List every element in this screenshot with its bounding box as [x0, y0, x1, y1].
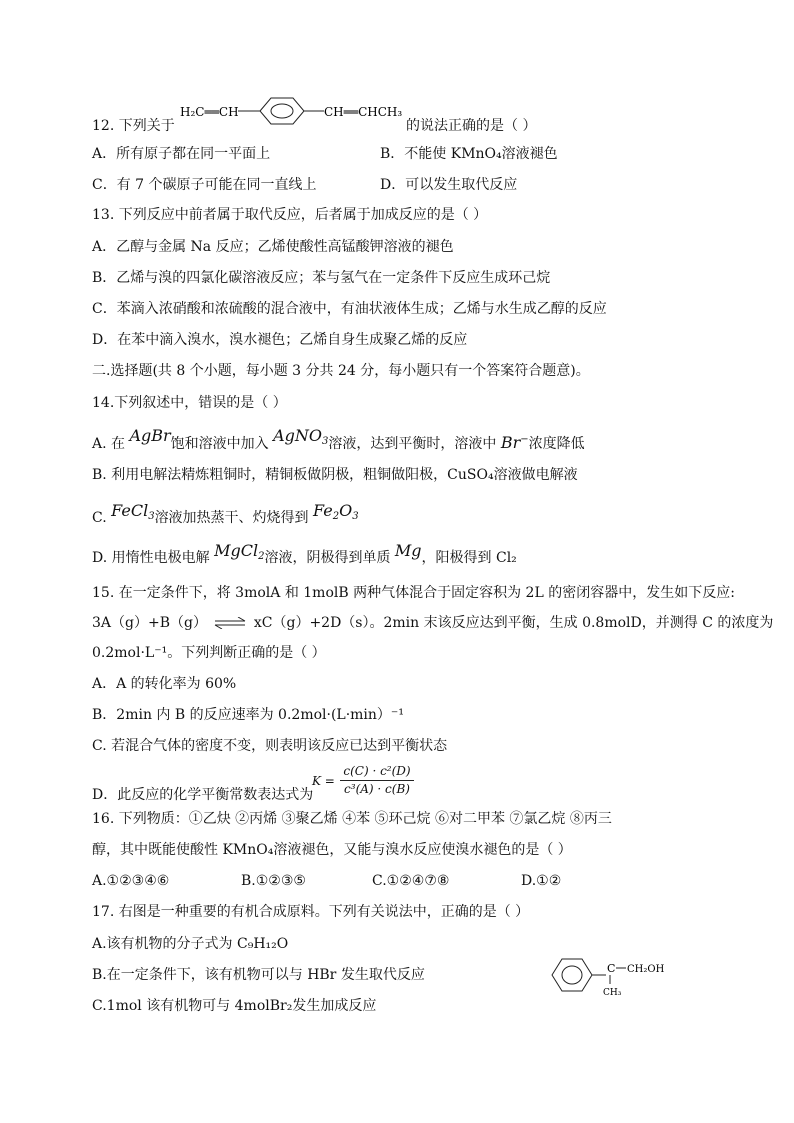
q15-option-a: A．A 的转化率为 60%	[92, 676, 237, 692]
formula-fecl3	[111, 501, 154, 520]
q14-a-text: 溶液，达到平衡时，溶液中	[328, 436, 497, 452]
q15-products-and-text: xC（g）+2D（s）。2min 末该反应达到平衡，生成 0.8molD，并测得 C 的浓度为	[253, 615, 774, 631]
formula-br-ion	[501, 433, 529, 452]
q16-stem-line1: 16. 下列物质：①乙炔 ②丙烯 ③聚乙烯 ④苯 ⑤环己烷 ⑥对二甲苯 ⑦氯乙烷 ⑧丙三	[92, 811, 612, 827]
q13-option-d: D．在苯中滴入溴水，溴水褪色；乙烯自身生成聚乙烯的反应	[92, 332, 468, 348]
formula-agbr: AgBr	[129, 426, 171, 445]
q14-d-text: 溶液，阴极得到单质	[264, 550, 391, 566]
q15-reactants: 3A（g）+B（g）	[92, 615, 207, 631]
q14-a-text: A. 在	[92, 436, 126, 452]
formula-mgcl2-sub: 2	[258, 551, 265, 562]
q16-option-b: B.①②③⑤	[241, 873, 306, 889]
q14-stem: 14.下列叙述中，错误的是（ ）	[92, 395, 287, 411]
formula-fe2o3-fe: Fe	[313, 501, 333, 520]
q17-ch3-label: CH₃	[603, 988, 622, 998]
q12-option-d: D．可以发生取代反应	[380, 177, 518, 193]
formula-fe2o3-sub1: 2	[332, 511, 340, 522]
q14-d-text: ，阳极得到 Cl₂	[421, 550, 517, 566]
q17-structure-diagram	[548, 953, 668, 999]
formula-agno3-sub: 3	[322, 436, 329, 447]
reversible-arrow-icon	[213, 617, 247, 629]
q15-stem-line3: 0.2mol·L⁻¹。下列判断正确的是（ ）	[92, 645, 326, 661]
q14-option-a	[92, 426, 585, 458]
q17-option-a: A.该有机物的分子式为 C₉H₁₂O	[92, 936, 289, 952]
q12-option-c: C．有 7 个碳原子可能在同一直线上	[92, 177, 317, 193]
q17-option-b: B.在一定条件下，该有机物可以与 HBr 发生取代反应	[92, 967, 425, 983]
q12-struct-right: CH══CHCH₃	[324, 105, 403, 119]
formula-agno3-base: AgNO	[273, 426, 323, 445]
q13-option-a: A．乙醇与金属 Na 反应；乙烯使酸性高锰酸钾溶液的褪色	[92, 239, 454, 255]
q16-option-a: A.①②③④⑥	[92, 873, 170, 889]
q14-d-text: D. 用惰性电极电解	[92, 550, 210, 566]
formula-br-base: Br	[500, 433, 521, 452]
q13-option-b: B．乙烯与溴的四氯化碳溶液反应；苯与氢气在一定条件下反应生成环己烷	[92, 270, 551, 286]
q16-option-d: D.①②	[521, 873, 562, 889]
q15-option-c: C. 若混合气体的密度不变，则表明该反应已达到平衡状态	[92, 738, 448, 754]
q15-stem-line1: 15. 在一定条件下，将 3molA 和 1molB 两种气体混合于固定容积为 2L 的密闭容器中，发生如下反应:	[92, 585, 735, 601]
q14-c-text: 溶液加热蒸干、灼烧得到	[154, 510, 309, 526]
q14-option-d	[92, 541, 517, 572]
formula-fe2o3-sub2: 3	[352, 511, 359, 522]
q13-stem: 13. 下列反应中前者属于取代反应，后者属于加成反应的是（ ）	[92, 207, 488, 223]
q16-stem-line2: 醇，其中既能使酸性 KMnO₄溶液褪色，又能与溴水反应使溴水褪色的是（ ）	[92, 842, 572, 858]
q12-option-b: B．不能使 KMnO₄溶液褪色	[380, 146, 558, 162]
q16-option-c: C.①②④⑦⑧	[372, 873, 450, 889]
k-numerator: c(C) · c²(D)	[343, 764, 411, 778]
k-lhs: K =	[312, 774, 335, 788]
q14-option-b: B. 利用电解法精炼粗铜时，精铜板做阴极，粗铜做阳极，CuSO₄溶液做电解液	[92, 467, 578, 483]
formula-fecl3-sub: 3	[148, 511, 155, 522]
q14-option-c	[92, 501, 359, 532]
q12-suffix: 的说法正确的是（ ）	[406, 118, 537, 134]
formula-fe2o3-o: O	[339, 501, 353, 520]
q15-option-b: B．2min 内 B 的反应速率为 0.2mol·(L·min）⁻¹	[92, 707, 404, 723]
formula-mg: Mg	[394, 541, 422, 560]
q17-option-c: C.1mol 该有机物可与 4molBr₂发生加成反应	[92, 998, 377, 1014]
formula-agno3	[273, 426, 328, 445]
formula-fecl3-base: FeCl	[111, 501, 149, 520]
q15-option-d: D．此反应的化学平衡常数表达式为	[92, 787, 314, 803]
q17-stem: 17. 右图是一种重要的有机合成原料。下列有关说法中，正确的是（ ）	[92, 904, 530, 920]
benzene-ring-icon	[552, 959, 592, 991]
q14-a-text: 浓度降低	[528, 436, 585, 452]
q12-struct-left: H₂C══CH	[180, 105, 239, 119]
section-heading: 二.选择题(共 8 个小题，每小题 3 分共 24 分，每小题只有一个答案符合题意)。	[92, 363, 590, 379]
k-denominator: c³(A) · c(B)	[344, 782, 410, 796]
formula-mgcl2	[214, 541, 264, 560]
formula-fe2o3	[313, 501, 359, 520]
q12-option-a: A．所有原子都在同一平面上	[92, 146, 271, 162]
q15-stem-line2	[92, 614, 773, 632]
k-fraction-bar	[340, 780, 414, 781]
q12-structure-diagram	[180, 94, 406, 134]
q13-option-c: C．苯滴入浓硝酸和浓硫酸的混合液中，有油状液体生成；乙烯与水生成乙醇的反应	[92, 301, 607, 317]
q14-c-text: C.	[92, 510, 107, 526]
q17-ch2oh-label: CH₂OH	[627, 964, 665, 975]
benzene-ring-icon	[260, 98, 304, 124]
q17-carbon-label: C	[607, 962, 616, 975]
formula-mgcl2-base: MgCl	[214, 541, 259, 560]
formula-br-charge: −	[520, 434, 529, 445]
q12-prefix: 12. 下列关于	[92, 118, 175, 134]
q14-a-text: 饱和溶液中加入	[170, 436, 269, 452]
